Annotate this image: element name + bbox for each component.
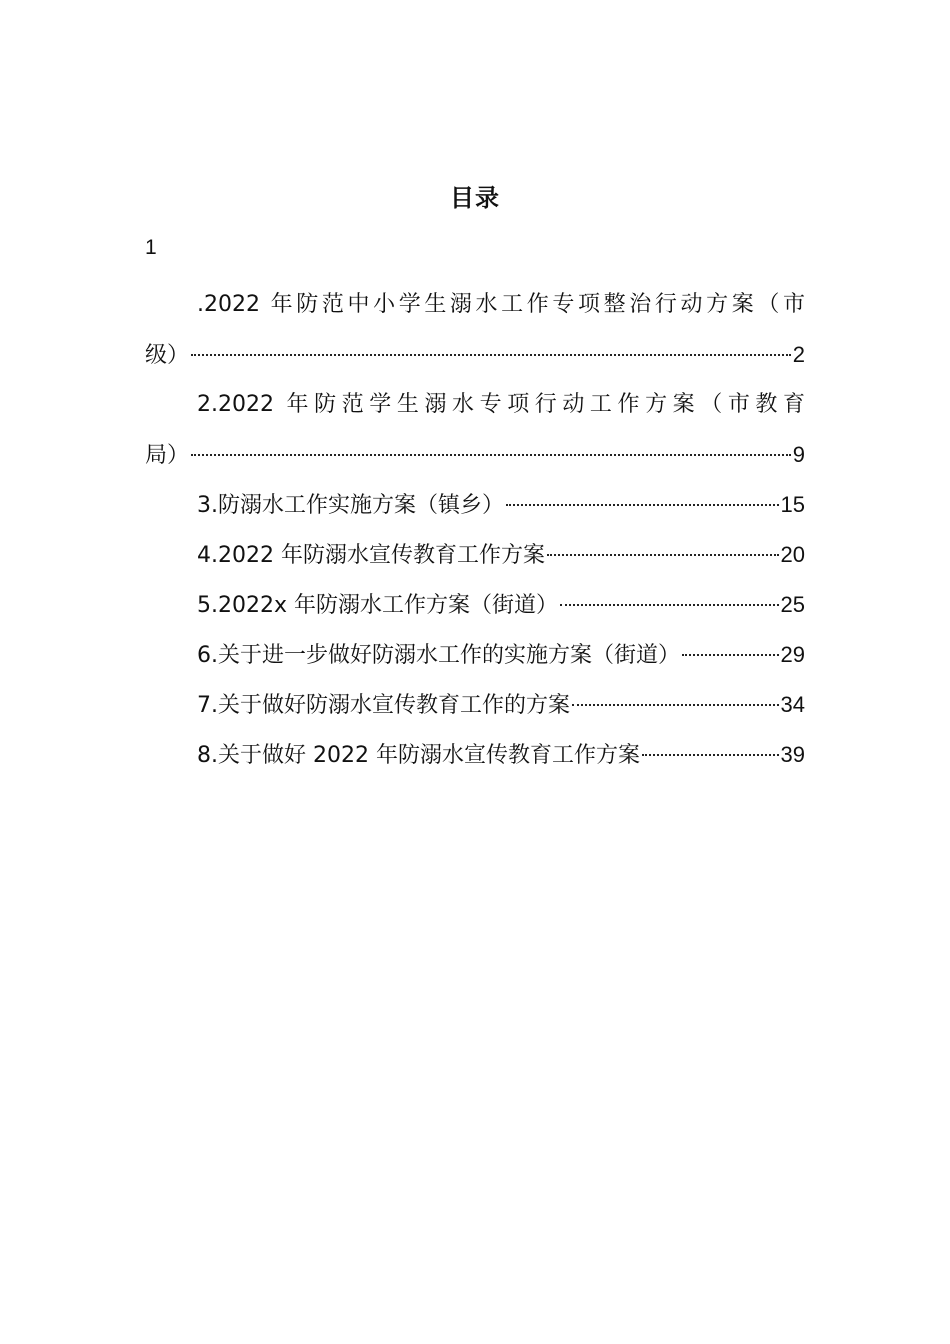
toc-title: 目录 (450, 184, 500, 212)
toc-entry-text-continued: 级） (145, 343, 190, 368)
toc-entry-2[interactable] (145, 380, 805, 480)
toc-entry-4[interactable] (145, 530, 805, 580)
toc-entry-text: .2022 年防范中小学生溺水工作专项整治行动方案（市 (197, 292, 805, 317)
toc-entry-text: 4.2022 年防溺水宣传教育工作方案 (197, 543, 545, 568)
dot-leader (560, 604, 779, 606)
toc-page-number: 15 (780, 492, 805, 517)
toc-page-number: 25 (780, 592, 805, 617)
toc-entry-text: 5.2022x 年防溺水工作方案（街道） (197, 593, 558, 618)
toc-entry-text: 7.关于做好防溺水宣传教育工作的方案 (197, 693, 570, 718)
toc-page-number: 29 (780, 642, 805, 667)
toc-page-number: 2 (792, 342, 805, 367)
toc-entry-7[interactable] (145, 680, 805, 730)
dot-leader (506, 504, 779, 506)
toc-entry-3[interactable] (145, 480, 805, 530)
toc-page-number: 9 (792, 442, 805, 467)
stray-number: 1 (145, 236, 157, 259)
dot-leader (191, 454, 791, 456)
table-of-contents (145, 280, 805, 780)
toc-entry-5[interactable] (145, 580, 805, 630)
dot-leader (191, 354, 791, 356)
toc-page-number: 20 (780, 542, 805, 567)
dot-leader (572, 704, 779, 706)
dot-leader (642, 754, 779, 756)
dot-leader (547, 554, 779, 556)
toc-entry-text: 3.防溺水工作实施方案（镇乡） (197, 493, 504, 518)
toc-page-number: 39 (780, 742, 805, 767)
toc-entry-text: 8.关于做好 2022 年防溺水宣传教育工作方案 (197, 743, 640, 768)
dot-leader (682, 654, 779, 656)
toc-entry-text: 6.关于进一步做好防溺水工作的实施方案（街道） (197, 643, 680, 668)
toc-entry-6[interactable] (145, 630, 805, 680)
toc-entry-8[interactable] (145, 730, 805, 780)
toc-entry-1[interactable] (145, 280, 805, 380)
toc-entry-text-continued: 局） (145, 443, 190, 468)
toc-page-number: 34 (780, 692, 805, 717)
toc-entry-text: 2.2022 年防范学生溺水专项行动工作方案（市教育 (197, 392, 805, 417)
